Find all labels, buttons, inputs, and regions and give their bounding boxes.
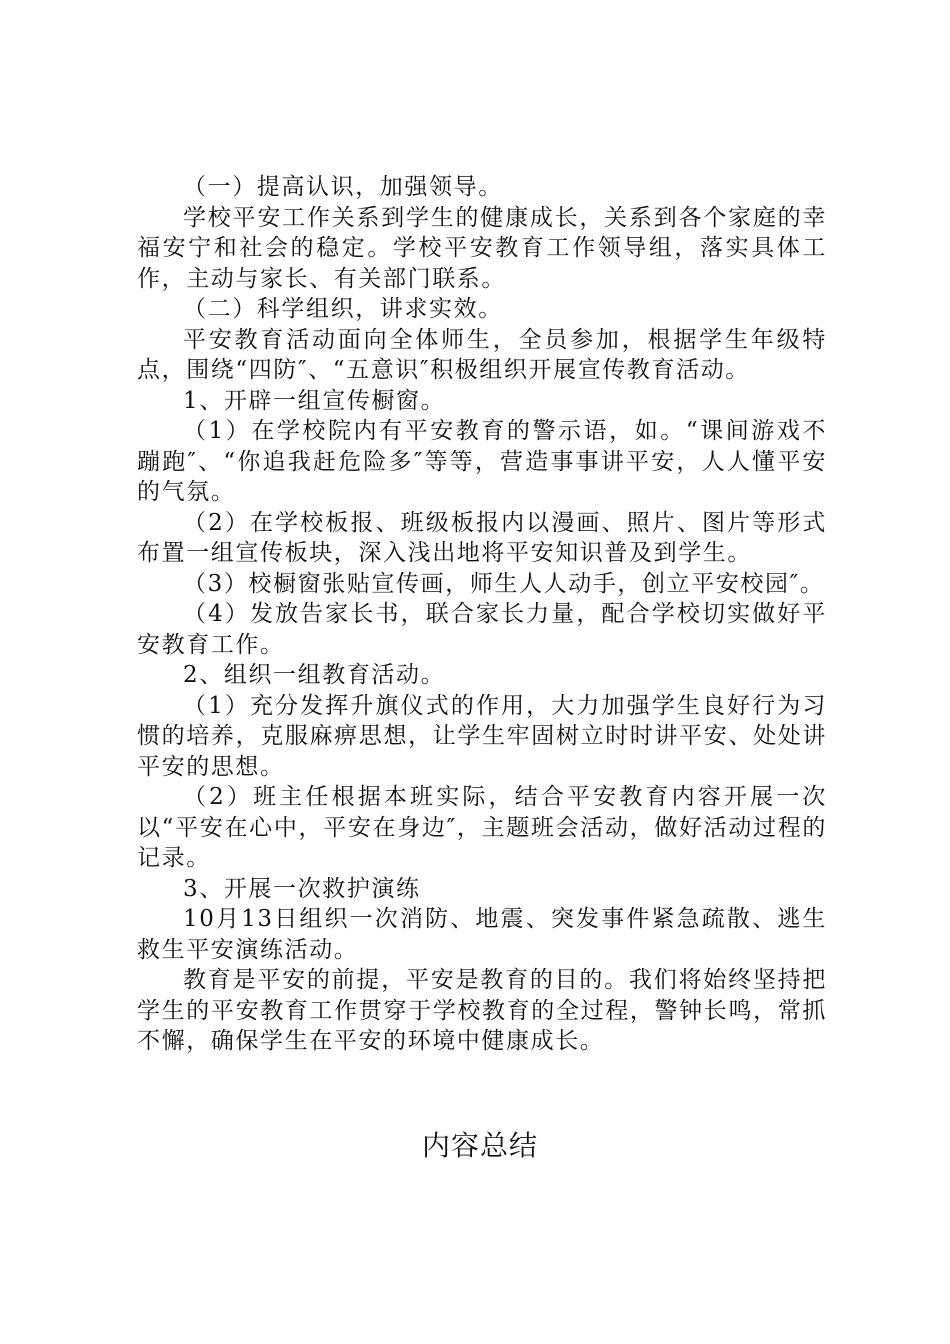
list-heading-2: 2、组织一组教育活动。 <box>183 662 446 688</box>
body-paragraph: 10月13日组织一次消防、地震、突发事件紧急疏散、逃生救生平安演练活动。 <box>137 906 827 963</box>
list-heading-1: 1、开辟一组宣传橱窗。 <box>183 387 446 414</box>
list-item: （1）充分发挥升旗仪式的作用，大力加强学生良好行为习惯的培养，克服麻痹思想，让学生牢固树立时时讲平安、处处讲平安的思想。 <box>137 692 827 780</box>
section-heading-2: （二）科学组织，讲求实效。 <box>183 296 503 322</box>
list-item: （3）校橱窗张贴宣传画，师生人人动手，创立平安校园″。 <box>183 570 825 597</box>
list-item: （2）在学校板报、班级板报内以漫画、照片、图片等形式布置一组宣传板块，深入浅出地将平安知识普及到学生。 <box>137 509 827 566</box>
list-heading-3: 3、开展一次救护演练 <box>183 875 421 902</box>
document-body <box>137 172 827 1057</box>
section-heading-1: （一）提高认识，加强领导。 <box>183 174 503 200</box>
list-item: （1）在学校院内有平安教育的警示语，如。“课间游戏不蹦跑″、“你追我赶危险多″等等，营造事事讲平安，人人懂平安的气氛。 <box>137 418 827 505</box>
body-paragraph: 学校平安工作关系到学生的健康成长，关系到各个家庭的幸福安宁和社会的稳定。学校平安教育工作领导组，落实具体工作，主动与家长、有关部门联系。 <box>137 204 827 292</box>
list-item: （2）班主任根据本班实际，结合平安教育内容开展一次以“平安在心中，平安在身边″，主题班会活动，做好活动过程的记录。 <box>137 784 827 871</box>
list-item: （4）发放告家长书，联合家长力量，配合学校切实做好平安教育工作。 <box>137 601 827 658</box>
closing-paragraph: 教育是平安的前提，平安是教育的目的。我们将始终坚持把学生的平安教育工作贯穿于学校教育的全过程，警钟长鸣，常抓不懈，确保学生在平安的环境中健康成长。 <box>137 967 827 1054</box>
body-paragraph: 平安教育活动面向全体师生，全员参加，根据学生年级特点，围绕“四防″、“五意识″积极组织开展宣传教育活动。 <box>137 326 827 383</box>
summary-title: 内容总结 <box>421 1129 538 1162</box>
